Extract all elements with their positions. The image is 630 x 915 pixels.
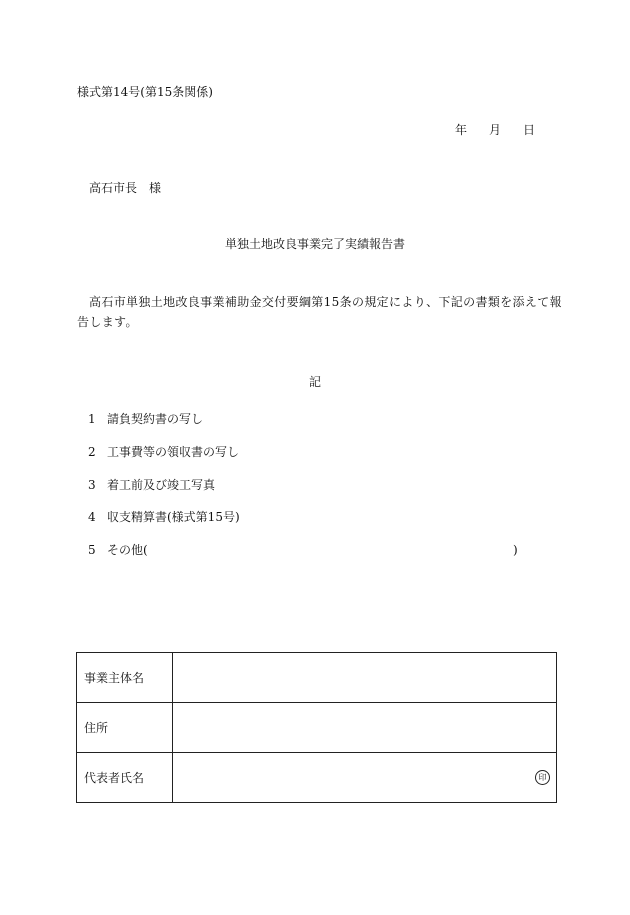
item-text: 収支精算書(様式第15号) (107, 510, 240, 524)
representative-label: 代表者氏名 (77, 753, 173, 803)
item-number: 1 (88, 412, 96, 426)
addressee (89, 182, 161, 194)
date-day-label: 日 (523, 123, 536, 137)
addressee-honorific: 様 (149, 181, 162, 195)
date-year-label: 年 (455, 123, 468, 137)
address-label: 住所 (77, 703, 173, 753)
attachment-item (88, 511, 240, 523)
item-text: その他( (107, 543, 148, 557)
other-close-paren: ) (513, 543, 518, 557)
business-entity-field[interactable] (173, 653, 557, 703)
item-text: 請負契約書の写し (107, 412, 204, 426)
attachment-item (88, 413, 203, 425)
addressee-name: 高石市長 (89, 181, 138, 195)
item-number: 2 (88, 445, 96, 459)
ki-heading: 記 (308, 375, 321, 389)
table-row (77, 753, 557, 803)
item-text: 工事費等の領収書の写し (107, 445, 240, 459)
applicant-info-table (76, 652, 557, 803)
body-text: 高石市単独土地改良事業補助金交付要綱第15条の規定により、下記の書類を添えて報告します。 (77, 295, 562, 329)
seal-mark: 印 (535, 770, 550, 785)
date-line (455, 124, 535, 136)
representative-field[interactable] (173, 753, 557, 803)
form-number: 様式第14号(第15条関係) (77, 85, 213, 99)
item-number: 3 (88, 478, 96, 492)
item-number: 5 (88, 543, 96, 557)
item-number: 4 (88, 510, 96, 524)
attachment-item (88, 479, 215, 491)
table-row (77, 703, 557, 753)
attachment-item (88, 446, 239, 458)
address-field[interactable] (173, 703, 557, 753)
attachment-item-other (88, 544, 148, 556)
date-month-label: 月 (489, 123, 502, 137)
table-row (77, 653, 557, 703)
item-text: 着工前及び竣工写真 (107, 478, 216, 492)
business-entity-label: 事業主体名 (77, 653, 173, 703)
document-title: 単独土地改良事業完了実績報告書 (224, 237, 405, 251)
